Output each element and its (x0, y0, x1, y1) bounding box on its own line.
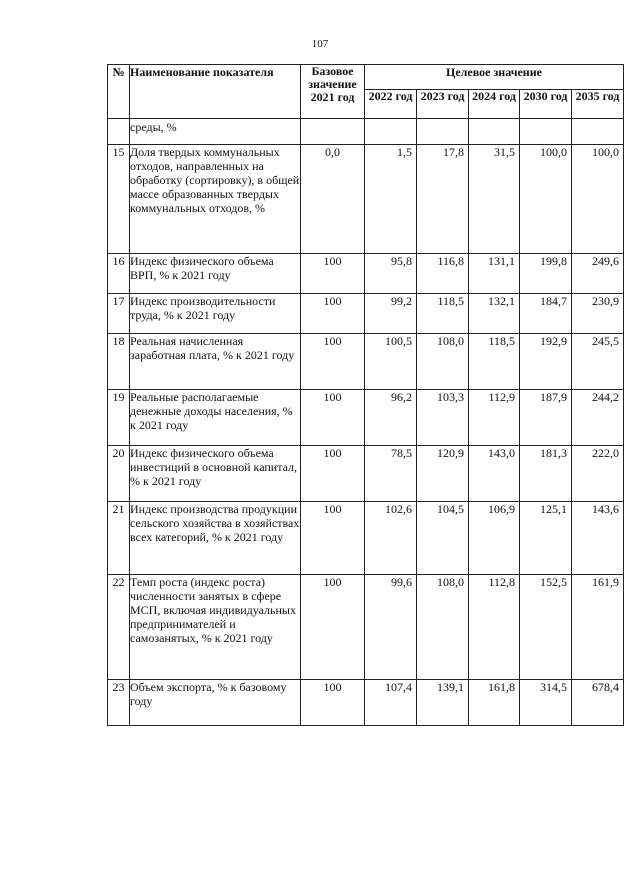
target-value: 99,6 (365, 575, 417, 680)
target-value: 187,9 (520, 390, 572, 446)
base-value: 100 (301, 390, 365, 446)
indicators-table (107, 64, 624, 726)
row-number: 17 (108, 294, 130, 334)
target-value: 100,5 (365, 334, 417, 390)
target-value: 1,5 (365, 145, 417, 254)
header-year: 2030 год (520, 90, 572, 119)
target-value: 244,2 (572, 390, 624, 446)
target-value: 249,6 (572, 254, 624, 294)
target-value: 143,0 (469, 446, 520, 502)
page-number: 107 (311, 38, 329, 50)
header-no: № (108, 65, 130, 119)
target-value: 99,2 (365, 294, 417, 334)
target-value: 181,3 (520, 446, 572, 502)
target-value: 120,9 (417, 446, 469, 502)
base-value: 0,0 (301, 145, 365, 254)
indicator-name: Темп роста (индекс роста) численности занятых в сфере МСП, включая индивидуальных предпринимателей и самозанятых, % к 2021 году (130, 575, 301, 680)
header-indicator-name: Наименование показателя (130, 65, 301, 119)
target-value: 245,5 (572, 334, 624, 390)
row-number: 21 (108, 502, 130, 575)
target-value: 199,8 (520, 254, 572, 294)
indicator-name: Индекс физического объема ВРП, % к 2021 году (130, 254, 301, 294)
base-value: 100 (301, 680, 365, 726)
target-value: 132,1 (469, 294, 520, 334)
table-row (108, 334, 624, 390)
target-value: 108,0 (417, 334, 469, 390)
target-value: 116,8 (417, 254, 469, 294)
indicator-name: Индекс производительности труда, % к 2021 году (130, 294, 301, 334)
target-value: 106,9 (469, 502, 520, 575)
base-value: 100 (301, 446, 365, 502)
row-number: 23 (108, 680, 130, 726)
header-target-value: Целевое значение (365, 65, 624, 90)
base-value: 100 (301, 254, 365, 294)
target-value: 161,9 (572, 575, 624, 680)
table-row (108, 575, 624, 680)
target-value: 100,0 (572, 145, 624, 254)
table-row (108, 145, 624, 254)
target-value: 143,6 (572, 502, 624, 575)
header-base-value: Базовое значение 2021 год (301, 65, 365, 119)
indicator-name: Индекс физического объема инвестиций в основной капитал, % к 2021 году (130, 446, 301, 502)
row-number: 20 (108, 446, 130, 502)
row-number: 19 (108, 390, 130, 446)
target-value: 108,0 (417, 575, 469, 680)
base-value: 100 (301, 294, 365, 334)
indicator-name: Индекс производства продукции сельского хозяйства в хозяйствах всех категорий, % к 2021 году (130, 502, 301, 575)
table-row (108, 446, 624, 502)
target-value: 314,5 (520, 680, 572, 726)
target-value: 96,2 (365, 390, 417, 446)
base-value: 100 (301, 575, 365, 680)
row-number: 22 (108, 575, 130, 680)
target-value: 112,9 (469, 390, 520, 446)
target-value: 184,7 (520, 294, 572, 334)
indicator-name: Реальные располагаемые денежные доходы населения, % к 2021 году (130, 390, 301, 446)
target-value: 118,5 (417, 294, 469, 334)
header-year: 2024 год (469, 90, 520, 119)
header-year: 2035 год (572, 90, 624, 119)
target-value: 230,9 (572, 294, 624, 334)
target-value: 222,0 (572, 446, 624, 502)
row-number: 16 (108, 254, 130, 294)
base-value: 100 (301, 334, 365, 390)
continuation-text: среды, % (130, 119, 301, 145)
target-value: 31,5 (469, 145, 520, 254)
row-number: 15 (108, 145, 130, 254)
target-value: 78,5 (365, 446, 417, 502)
target-value: 102,6 (365, 502, 417, 575)
table-row (108, 390, 624, 446)
header-year: 2023 год (417, 90, 469, 119)
target-value: 95,8 (365, 254, 417, 294)
header-year: 2022 год (365, 90, 417, 119)
target-value: 192,9 (520, 334, 572, 390)
target-value: 139,1 (417, 680, 469, 726)
table-row (108, 502, 624, 575)
target-value: 107,4 (365, 680, 417, 726)
table-row (108, 254, 624, 294)
table-row (108, 680, 624, 726)
target-value: 125,1 (520, 502, 572, 575)
target-value: 161,8 (469, 680, 520, 726)
indicator-name: Объем экспорта, % к базовому году (130, 680, 301, 726)
target-value: 118,5 (469, 334, 520, 390)
indicator-name: Доля твердых коммунальных отходов, направленных на обработку (сортировку), в общей массе образованных твердых коммунальных отходов, % (130, 145, 301, 254)
target-value: 152,5 (520, 575, 572, 680)
target-value: 17,8 (417, 145, 469, 254)
target-value: 103,3 (417, 390, 469, 446)
table-row (108, 294, 624, 334)
target-value: 678,4 (572, 680, 624, 726)
continuation-row (108, 119, 624, 145)
base-value: 100 (301, 502, 365, 575)
target-value: 112,8 (469, 575, 520, 680)
indicator-name: Реальная начисленная заработная плата, % к 2021 году (130, 334, 301, 390)
target-value: 131,1 (469, 254, 520, 294)
target-value: 100,0 (520, 145, 572, 254)
row-number: 18 (108, 334, 130, 390)
target-value: 104,5 (417, 502, 469, 575)
